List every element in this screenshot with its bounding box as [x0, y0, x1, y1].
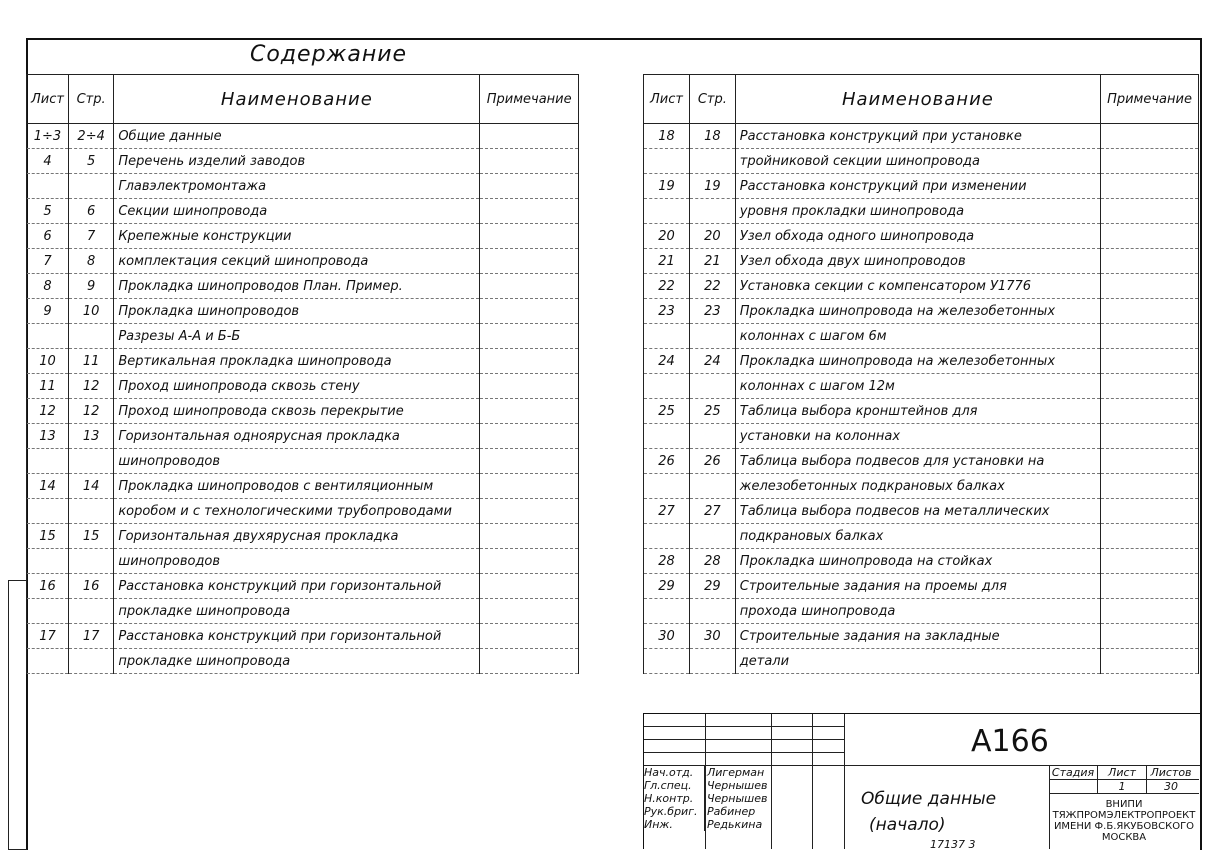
page-title: Содержание [250, 42, 408, 67]
cell-note [480, 374, 579, 399]
cell-sheet: 23 [644, 299, 690, 324]
cell-name: железобетонных подкрановых балках [735, 474, 1100, 499]
signature-name: Рабинер [707, 805, 756, 818]
table-row [27, 249, 579, 274]
archive-number: 17137 3 [930, 838, 976, 851]
cell-sheet: 14 [27, 474, 69, 499]
title-block [643, 713, 1200, 849]
table-row [27, 574, 579, 599]
cell-sheet [644, 424, 690, 449]
cell-page: 18 [689, 124, 735, 149]
col-note-header: Примечание [480, 75, 579, 124]
cell-page [68, 599, 113, 624]
cell-note [480, 549, 579, 574]
cell-sheet [27, 599, 69, 624]
cell-sheet: 19 [644, 174, 690, 199]
side-binding-strip [8, 580, 27, 850]
sheet-label: Лист [1098, 766, 1147, 779]
col-sheet-header: Лист [644, 75, 690, 124]
cell-name: Строительные задания на закладные [735, 624, 1100, 649]
cell-name: Общие данные [114, 124, 480, 149]
cell-sheet [27, 174, 69, 199]
table-row [644, 499, 1199, 524]
table-row [27, 399, 579, 424]
cell-note [1101, 474, 1199, 499]
cell-page: 9 [68, 274, 113, 299]
table-row [644, 424, 1199, 449]
table-row [27, 224, 579, 249]
cell-sheet: 20 [644, 224, 690, 249]
cell-name: Таблица выбора кронштейнов для [735, 399, 1100, 424]
signature-name: Лигерман [707, 766, 765, 779]
cell-name: коробом и с технологическими трубопроводами [114, 499, 480, 524]
cell-sheet: 17 [27, 624, 69, 649]
cell-note [1101, 399, 1199, 424]
cell-name: прокладке шинопровода [114, 599, 480, 624]
table-row [644, 224, 1199, 249]
signature-row [644, 805, 844, 818]
table-row [644, 524, 1199, 549]
cell-page: 21 [689, 249, 735, 274]
cell-sheet [27, 549, 69, 574]
cell-sheet [27, 499, 69, 524]
cell-page: 29 [689, 574, 735, 599]
signature-row [644, 779, 844, 792]
cell-note [1101, 249, 1199, 274]
cell-page [68, 649, 113, 674]
cell-page: 25 [689, 399, 735, 424]
table-row [644, 249, 1199, 274]
sheet-title [861, 786, 996, 838]
stage-label: Стадия [1049, 766, 1098, 779]
signature-row [644, 818, 844, 831]
cell-note [480, 199, 579, 224]
cell-sheet: 22 [644, 274, 690, 299]
cell-sheet: 29 [644, 574, 690, 599]
cell-name: тройниковой секции шинопровода [735, 149, 1100, 174]
cell-page: 16 [68, 574, 113, 599]
col-name-header: Наименование [114, 75, 480, 124]
cell-name: Установка секции с компенсатором У1776 [735, 274, 1100, 299]
cell-name: Проход шинопровода сквозь стену [114, 374, 480, 399]
sheets-label: Листов [1150, 766, 1192, 779]
cell-note [1101, 624, 1199, 649]
table-row [27, 499, 579, 524]
cell-note [1101, 274, 1199, 299]
cell-note [1101, 574, 1199, 599]
cell-sheet: 18 [644, 124, 690, 149]
cell-note [480, 274, 579, 299]
cell-page: 19 [689, 174, 735, 199]
cell-sheet [27, 649, 69, 674]
cell-sheet [644, 599, 690, 624]
cell-sheet: 24 [644, 349, 690, 374]
cell-sheet: 25 [644, 399, 690, 424]
org-line: ТЯЖПРОМЭЛЕКТРОПРОЕКТ [1052, 810, 1196, 821]
cell-note [1101, 599, 1199, 624]
cell-sheet [644, 474, 690, 499]
table-row [644, 324, 1199, 349]
cell-name: Разрезы А-А и Б-Б [114, 324, 480, 349]
signature-role: Инж. [644, 818, 705, 831]
cell-note [1101, 524, 1199, 549]
signature-role: Рук.бриг. [644, 805, 705, 818]
cell-sheet [644, 374, 690, 399]
table-row [644, 174, 1199, 199]
cell-note [480, 499, 579, 524]
table-row [644, 574, 1199, 599]
cell-sheet: 21 [644, 249, 690, 274]
cell-note [1101, 449, 1199, 474]
cell-sheet: 9 [27, 299, 69, 324]
cell-page: 7 [68, 224, 113, 249]
cell-sheet: 7 [27, 249, 69, 274]
cell-note [480, 124, 579, 149]
cell-page: 20 [689, 224, 735, 249]
col-sheet-header: Лист [27, 75, 69, 124]
table-row [644, 374, 1199, 399]
cell-name: Перечень изделий заводов [114, 149, 480, 174]
contents-table-left [26, 74, 579, 674]
cell-sheet: 5 [27, 199, 69, 224]
cell-page [689, 324, 735, 349]
cell-note [480, 649, 579, 674]
cell-page: 23 [689, 299, 735, 324]
signature-role: Гл.спец. [644, 779, 705, 792]
cell-page: 12 [68, 399, 113, 424]
cell-sheet [644, 199, 690, 224]
cell-page [689, 524, 735, 549]
cell-note [480, 524, 579, 549]
cell-page: 15 [68, 524, 113, 549]
cell-note [1101, 149, 1199, 174]
signature-name: Чернышев [707, 779, 768, 792]
cell-note [1101, 299, 1199, 324]
cell-name: шинопроводов [114, 549, 480, 574]
table-row [27, 524, 579, 549]
contents-table-right [643, 74, 1199, 674]
cell-page [689, 199, 735, 224]
cell-name: Расстановка конструкций при изменении [735, 174, 1100, 199]
cell-name: Таблица выбора подвесов для установки на [735, 449, 1100, 474]
signature-row [644, 792, 844, 805]
cell-page: 5 [68, 149, 113, 174]
table-row [644, 349, 1199, 374]
table-row [27, 624, 579, 649]
table-row [644, 149, 1199, 174]
cell-note [480, 474, 579, 499]
cell-name: прохода шинопровода [735, 599, 1100, 624]
cell-sheet: 26 [644, 449, 690, 474]
col-note-header: Примечание [1101, 75, 1199, 124]
cell-page: 22 [689, 274, 735, 299]
cell-page [689, 474, 735, 499]
signature-name: Редькина [707, 818, 763, 831]
cell-sheet [27, 324, 69, 349]
cell-note [1101, 124, 1199, 149]
sheet-value: 1 [1098, 780, 1147, 793]
cell-note [1101, 199, 1199, 224]
table-row [644, 624, 1199, 649]
cell-page: 27 [689, 499, 735, 524]
cell-name: Горизонтальная двухярусная прокладка [114, 524, 480, 549]
cell-sheet [644, 524, 690, 549]
cell-page: 6 [68, 199, 113, 224]
sheets-value: 30 [1164, 780, 1178, 793]
cell-name: Прокладка шинопроводов План. Пример. [114, 274, 480, 299]
table-row [644, 549, 1199, 574]
organization-block [1049, 799, 1199, 843]
cell-note [480, 224, 579, 249]
cell-name: Секции шинопровода [114, 199, 480, 224]
cell-page [689, 149, 735, 174]
cell-name: Расстановка конструкций при горизонтальной [114, 624, 480, 649]
cell-note [1101, 499, 1199, 524]
table-row [27, 149, 579, 174]
cell-page [689, 649, 735, 674]
cell-sheet: 6 [27, 224, 69, 249]
cell-page: 12 [68, 374, 113, 399]
cell-sheet: 10 [27, 349, 69, 374]
cell-sheet: 1÷3 [27, 124, 69, 149]
cell-sheet: 4 [27, 149, 69, 174]
col-name-header: Наименование [735, 75, 1100, 124]
cell-name: Расстановка конструкций при установке [735, 124, 1100, 149]
cell-note [1101, 224, 1199, 249]
cell-page [689, 599, 735, 624]
cell-name: прокладке шинопровода [114, 649, 480, 674]
cell-page [68, 499, 113, 524]
cell-note [480, 149, 579, 174]
table-row [644, 274, 1199, 299]
table-row [27, 649, 579, 674]
signature-row [644, 766, 844, 779]
cell-page [68, 549, 113, 574]
cell-sheet [644, 649, 690, 674]
cell-note [480, 249, 579, 274]
cell-page [68, 449, 113, 474]
table-row [27, 124, 579, 149]
cell-page: 14 [68, 474, 113, 499]
cell-note [1101, 649, 1199, 674]
table-row [27, 474, 579, 499]
cell-note [480, 449, 579, 474]
table-row [27, 174, 579, 199]
cell-sheet [644, 149, 690, 174]
signature-role: Нач.отд. [644, 766, 705, 779]
cell-name: шинопроводов [114, 449, 480, 474]
cell-name: Расстановка конструкций при горизонтальной [114, 574, 480, 599]
cell-name: Крепежные конструкции [114, 224, 480, 249]
cell-page [68, 174, 113, 199]
cell-note [1101, 174, 1199, 199]
stage-value [1049, 780, 1098, 793]
cell-page: 24 [689, 349, 735, 374]
table-row [27, 199, 579, 224]
table-row [27, 449, 579, 474]
org-line: МОСКВА [1101, 832, 1147, 843]
cell-page: 2÷4 [68, 124, 113, 149]
cell-note [480, 349, 579, 374]
cell-sheet [27, 449, 69, 474]
cell-sheet: 8 [27, 274, 69, 299]
cell-sheet: 28 [644, 549, 690, 574]
cell-sheet: 16 [27, 574, 69, 599]
cell-name: уровня прокладки шинопровода [735, 199, 1100, 224]
cell-sheet: 13 [27, 424, 69, 449]
org-line: ВНИПИ [1105, 799, 1143, 810]
table-row [644, 449, 1199, 474]
cell-note [480, 174, 579, 199]
org-line: ИМЕНИ Ф.Б.ЯКУБОВСКОГО [1053, 821, 1195, 832]
cell-name: Строительные задания на проемы для [735, 574, 1100, 599]
signature-role: Н.контр. [644, 792, 705, 805]
cell-page [68, 324, 113, 349]
cell-name: Главэлектромонтажа [114, 174, 480, 199]
cell-sheet: 11 [27, 374, 69, 399]
cell-sheet: 12 [27, 399, 69, 424]
cell-note [480, 574, 579, 599]
cell-name: подкрановых балках [735, 524, 1100, 549]
table-row [27, 274, 579, 299]
cell-name: Прокладка шинопровода на железобетонных [735, 299, 1100, 324]
cell-page: 8 [68, 249, 113, 274]
table-row [27, 549, 579, 574]
cell-name: Прокладка шинопровода на стойках [735, 549, 1100, 574]
cell-name: Прокладка шинопровода на железобетонных [735, 349, 1100, 374]
table-row [644, 474, 1199, 499]
table-row [27, 324, 579, 349]
cell-name: Прокладка шинопроводов [114, 299, 480, 324]
signatures-list [644, 766, 844, 831]
cell-page [689, 374, 735, 399]
cell-name: Проход шинопровода сквозь перекрытие [114, 399, 480, 424]
table-row [644, 649, 1199, 674]
cell-page: 10 [68, 299, 113, 324]
cell-name: комплектация секций шинопровода [114, 249, 480, 274]
cell-name: колоннах с шагом 6м [735, 324, 1100, 349]
cell-name: Таблица выбора подвесов на металлических [735, 499, 1100, 524]
cell-name: Узел обхода двух шинопроводов [735, 249, 1100, 274]
stage-block [1049, 766, 1199, 794]
cell-page [689, 424, 735, 449]
cell-page: 13 [68, 424, 113, 449]
cell-note [480, 624, 579, 649]
cell-name: Узел обхода одного шинопровода [735, 224, 1100, 249]
cell-name: Горизонтальная одноярусная прокладка [114, 424, 480, 449]
cell-page: 17 [68, 624, 113, 649]
table-row [27, 299, 579, 324]
cell-note [480, 599, 579, 624]
col-page-header: Стр. [689, 75, 735, 124]
cell-page: 28 [689, 549, 735, 574]
cell-note [480, 424, 579, 449]
cell-sheet: 15 [27, 524, 69, 549]
table-row [27, 349, 579, 374]
cell-page: 30 [689, 624, 735, 649]
cell-note [1101, 374, 1199, 399]
cell-sheet [644, 324, 690, 349]
table-row [644, 124, 1199, 149]
cell-page: 26 [689, 449, 735, 474]
col-page-header: Стр. [68, 75, 113, 124]
table-row [27, 599, 579, 624]
cell-name: детали [735, 649, 1100, 674]
cell-note [480, 399, 579, 424]
cell-note [480, 324, 579, 349]
table-row [644, 399, 1199, 424]
cell-name: колоннах с шагом 12м [735, 374, 1100, 399]
document-code: А166 [971, 724, 1049, 759]
cell-name: установки на колоннах [735, 424, 1100, 449]
signature-name: Чернышев [707, 792, 768, 805]
cell-sheet: 30 [644, 624, 690, 649]
cell-note [480, 299, 579, 324]
table-row [27, 374, 579, 399]
cell-name: Вертикальная прокладка шинопровода [114, 349, 480, 374]
sheet-title-line2: (начало) [869, 815, 946, 835]
table-row [644, 599, 1199, 624]
cell-note [1101, 424, 1199, 449]
cell-note [1101, 549, 1199, 574]
cell-sheet: 27 [644, 499, 690, 524]
cell-note [1101, 324, 1199, 349]
cell-note [1101, 349, 1199, 374]
table-row [27, 424, 579, 449]
table-row [644, 299, 1199, 324]
cell-name: Прокладка шинопроводов с вентиляционным [114, 474, 480, 499]
sheet-title-line1: Общие данные [861, 789, 997, 809]
table-row [644, 199, 1199, 224]
cell-page: 11 [68, 349, 113, 374]
